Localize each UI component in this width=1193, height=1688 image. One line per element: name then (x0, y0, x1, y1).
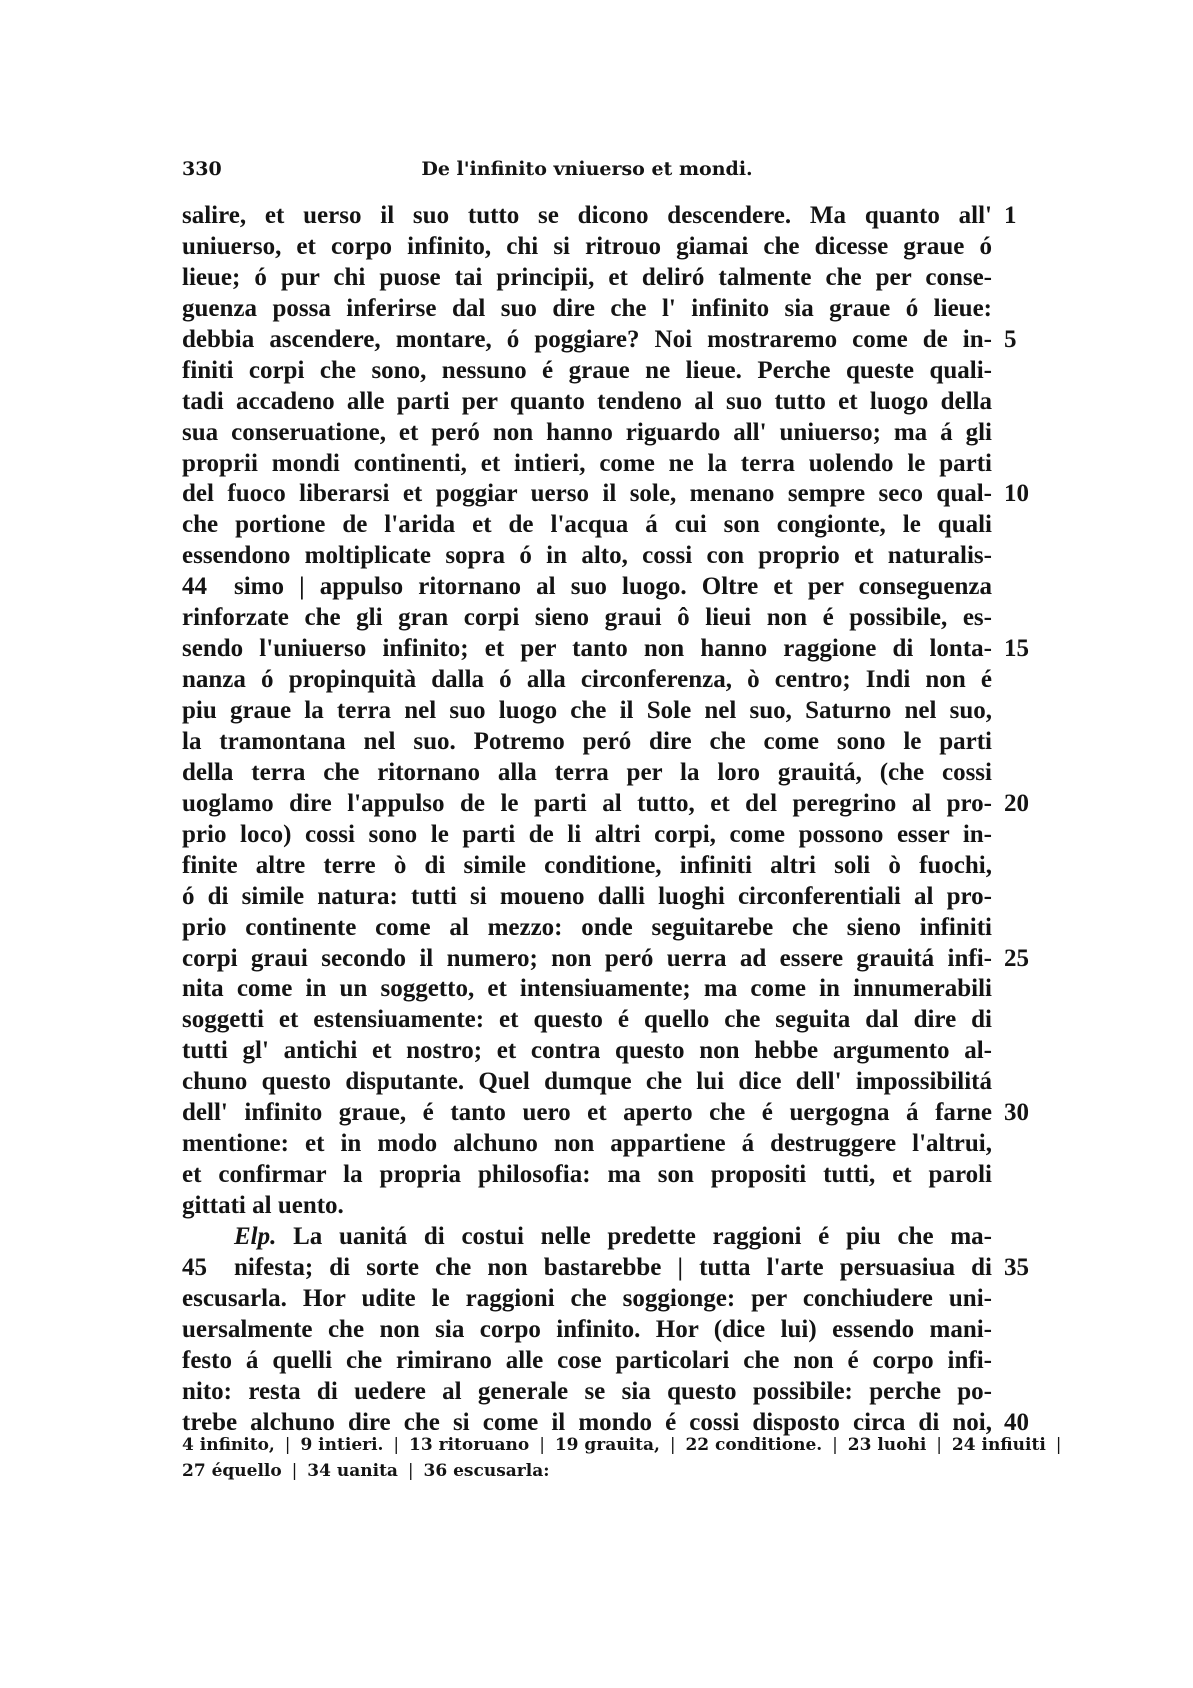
footnote-separator: | (291, 1461, 298, 1481)
line-text: proprii mondi continenti, et intieri, come ne la terra uolendo le parti (182, 449, 992, 477)
text-line (182, 1098, 1029, 1129)
line-number: 5 (1004, 325, 1017, 353)
line-text: corpi graui secondo il numero; non peró uerra ad essere grauitá infi- (182, 944, 992, 972)
text-line (182, 356, 992, 387)
text-line (182, 603, 992, 634)
body-text (182, 201, 1029, 1439)
footnote-entry: 19 grauita, (554, 1435, 660, 1455)
line-text: del fuoco liberarsi et poggiar uerso il sole, menano sempre seco qual- (182, 480, 992, 508)
line-text: nifesta; di sorte che non bastarebbe | tutta l'arte persuasiua di (234, 1253, 992, 1281)
line-text: che portione de l'arida et de l'acqua á cui son congionte, le quali (182, 511, 992, 539)
line-text: soggetti et estensiuamente: et questo é quello che seguita dal dire di (182, 1006, 992, 1034)
footnotes (182, 1432, 1062, 1484)
line-text: prio loco) cossi sono le parti de li altri corpi, come possono esser in- (182, 820, 992, 848)
line-text: finiti corpi che sono, nessuno é graue ne lieue. Perche queste quali- (182, 356, 992, 384)
footnote-separator: | (936, 1435, 942, 1455)
line-text: nita come in un soggetto, et intensiuamente; ma come in innumerabili (182, 975, 992, 1003)
text-line (182, 1067, 992, 1098)
text-line (182, 541, 992, 572)
text-line (182, 789, 1029, 820)
line-text: et confirmar la propria philosofia: ma son propositi tutti, et paroli (182, 1161, 992, 1189)
text-line (182, 1284, 992, 1315)
line-text: uniuerso, et corpo infinito, chi si ritrouo giamai che dicesse graue ó (182, 232, 992, 260)
text-line (182, 449, 992, 480)
line-text: tutti gl' antichi et nostro; et contra questo non hebbe argumento al- (182, 1037, 992, 1065)
text-line (182, 1036, 992, 1067)
text-line (182, 232, 992, 263)
footnote-separator: | (539, 1435, 545, 1455)
line-text: tadi accadeno alle parti per quanto tendeno al suo tutto et luogo della (182, 387, 992, 415)
text-line (182, 294, 992, 325)
footnote-entry: 27 équello (182, 1461, 282, 1481)
footnote-entry: 4 infinito, (182, 1435, 275, 1455)
line-text: uersalmente che non sia corpo infinito. Hor (dice lui) essendo mani- (182, 1315, 992, 1343)
text-line (182, 913, 992, 944)
line-text: guenza possa inferirse dal suo dire che l' infinito sia graue ó lieue: (182, 294, 992, 322)
footnote-line (182, 1432, 1062, 1458)
footnote-line (182, 1458, 1027, 1484)
text-line (182, 1160, 992, 1191)
line-text: salire, et uerso il suo tutto se dicono descendere. Ma quanto all' (182, 202, 992, 229)
line-text: lieue; ó pur chi puose tai principii, et deliró talmente che per conse- (182, 263, 992, 291)
line-number: 40 (1004, 1408, 1029, 1436)
footnote-entry: 22 conditione. (685, 1435, 823, 1455)
text-line (182, 974, 992, 1005)
footnote-separator: | (1055, 1435, 1062, 1455)
line-text: essendono moltiplicate sopra ó in alto, cossi con proprio et naturalis- (182, 542, 992, 570)
text-line (182, 882, 992, 913)
line-number: 10 (1004, 480, 1029, 508)
text-line (182, 758, 992, 789)
line-number: 35 (1004, 1253, 1029, 1281)
line-number: 30 (1004, 1099, 1029, 1127)
text-line (182, 201, 1017, 232)
running-header (182, 158, 992, 184)
line-text: Elp. La uanitá di costui nelle predette raggioni é piu che ma- (234, 1222, 992, 1250)
text-line (182, 1315, 992, 1346)
margin-page-ref: 45 (182, 1253, 207, 1281)
line-text: rinforzate che gli gran corpi sieno graui ô lieui non é possibile, es- (182, 604, 992, 632)
text-line (182, 634, 1029, 665)
speaker-label: Elp. (234, 1222, 277, 1250)
footnote-entry: 24 infiuiti (951, 1435, 1046, 1455)
text-line (182, 1253, 1029, 1284)
footnote-entry: 9 intieri. (300, 1435, 384, 1455)
line-text: simo | appulso ritornano al suo luogo. Oltre et per conseguenza (234, 573, 992, 601)
line-text: ó di simile natura: tutti si moueno dalli luoghi circonferentiali al pro- (182, 882, 992, 910)
line-text: sendo l'uniuerso infinito; et per tanto non hanno raggione di lonta- (182, 635, 992, 663)
line-text: della terra che ritornano alla terra per la loro grauitá, (che cossi (182, 758, 992, 786)
footnote-entry: 36 escusarla: (423, 1461, 550, 1481)
line-text: uoglamo dire l'appulso de le parti al tutto, et del peregrino al pro- (182, 789, 992, 817)
text-line (182, 1129, 992, 1160)
footnote-separator: | (407, 1461, 414, 1481)
footnote-separator: | (832, 1435, 838, 1455)
text-line (182, 418, 992, 449)
line-text: piu graue la terra nel suo luogo che il Sole nel suo, Saturno nel suo, (182, 697, 992, 724)
text-line (182, 1346, 992, 1377)
page-number: 330 (182, 158, 222, 180)
line-text: chuno questo disputante. Quel dumque che lui dice dell' impossibilitá (182, 1068, 992, 1096)
text-line (182, 263, 992, 294)
line-number: 1 (1004, 202, 1017, 229)
footnote-entry: 23 luohi (847, 1435, 927, 1455)
text-line (182, 696, 992, 727)
text-line (182, 510, 992, 541)
text-line (182, 944, 1029, 975)
line-text: sua conseruatione, et peró non hanno riguardo all' uniuerso; ma á gli (182, 418, 992, 446)
text-line (182, 1222, 992, 1253)
footnote-separator: | (393, 1435, 400, 1455)
text-line (182, 1005, 992, 1036)
text-line (182, 1377, 992, 1408)
text-line (182, 387, 992, 418)
text-line (182, 727, 992, 758)
line-text: finite altre terre ò di simile conditione, infiniti altri soli ò fuochi, (182, 851, 992, 879)
text-line (182, 572, 992, 603)
footnote-entry: 13 ritoruano (409, 1435, 530, 1455)
text-line (182, 479, 1029, 510)
line-text: nito: resta di uedere al generale se sia questo possibile: perche po- (182, 1377, 992, 1405)
line-text: la tramontana nel suo. Potremo peró dire che come sono le parti (182, 727, 992, 755)
line-text: escusarla. Hor udite le raggioni che soggionge: per conchiudere uni- (182, 1284, 992, 1312)
line-text: nanza ó propinquità dalla ó alla circonferenza, ò centro; Indi non é (182, 666, 992, 694)
footnote-separator: | (284, 1435, 291, 1455)
line-text: trebe alchuno dire che si come il mondo é cossi disposto circa di noi, (182, 1408, 992, 1436)
margin-page-ref: 44 (182, 573, 207, 601)
line-text: dell' infinito graue, é tanto uero et aperto che é uergogna á farne (182, 1099, 992, 1127)
line-text: prio continente come al mezzo: onde seguitarebe che sieno infiniti (182, 913, 992, 941)
line-text: festo á quelli che rimirano alle cose particolari che non é corpo infi- (182, 1346, 992, 1374)
text-line (182, 1191, 992, 1222)
line-number: 25 (1004, 944, 1029, 972)
text-line (182, 325, 1017, 356)
line-number: 20 (1004, 789, 1029, 817)
line-number: 15 (1004, 635, 1029, 663)
text-line (182, 820, 992, 851)
footnote-separator: | (669, 1435, 676, 1455)
running-title: De l'infinito vniuerso et mondi. (421, 158, 753, 180)
line-text: gittati al uento. (182, 1192, 344, 1219)
line-text: mentione: et in modo alchuno non appartiene á destruggere l'altrui, (182, 1130, 992, 1158)
line-text: debbia ascendere, montare, ó poggiare? Noi mostraremo come de in- (182, 325, 992, 353)
footnote-entry: 34 uanita (307, 1461, 398, 1481)
text-line (182, 851, 992, 882)
text-line (182, 665, 992, 696)
